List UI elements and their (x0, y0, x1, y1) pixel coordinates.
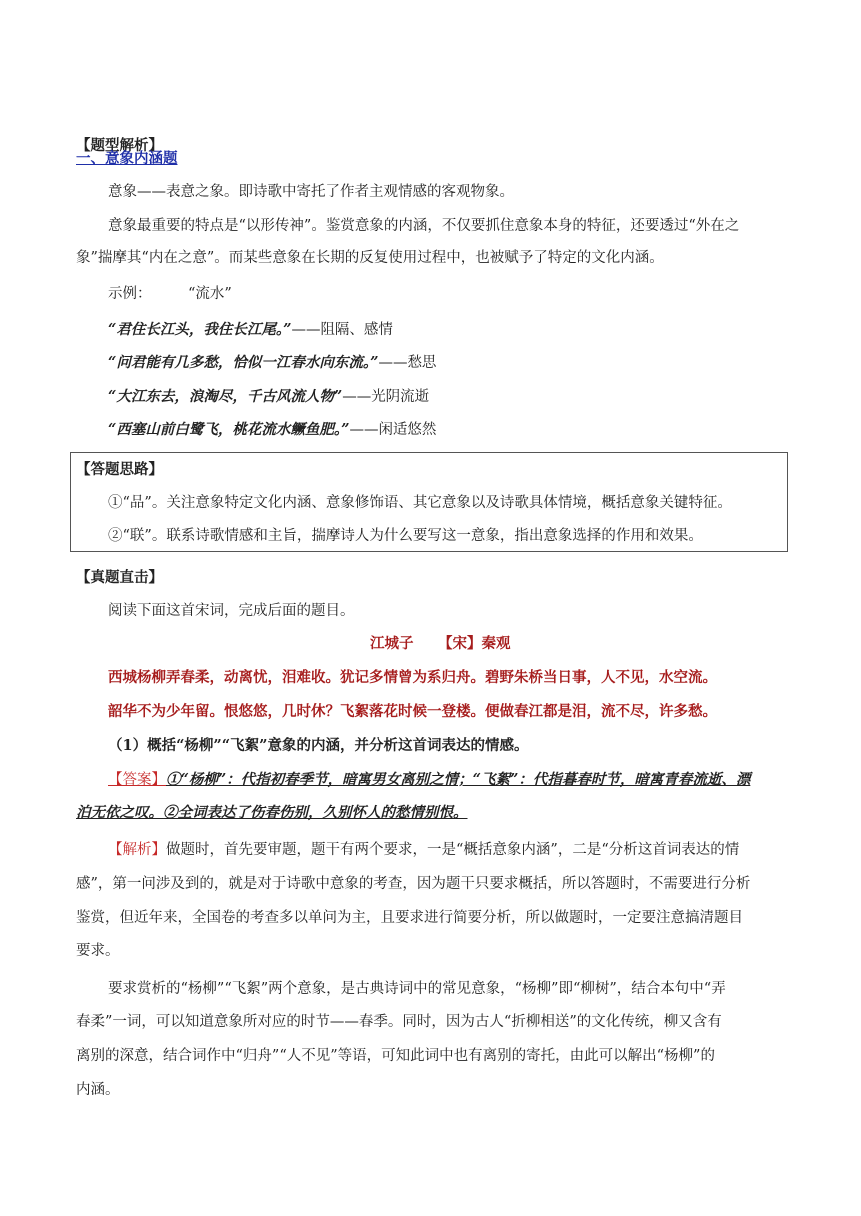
definition-text: 意象——表意之象。即诗歌中寄托了作者主观情感的客观物象。 (108, 184, 514, 200)
example-4-meaning: ——闲适悠然 (349, 422, 437, 438)
poem-title: 江城子 (370, 635, 414, 652)
paragraph-2-line-1: 要求赏析的“杨柳”“飞絮”两个意象，是古典诗词中的常见意象，“杨柳”即“柳树”，结合本句中“弄 (108, 981, 726, 997)
paragraph-2-line-2: 春柔”一词，可以知道意象所对应的时节——春季。同时，因为古人“折柳相送”的文化传统，柳又含有 (76, 1014, 722, 1030)
paragraph-1-line-1: 意象最重要的特点是“以形传神”。鉴赏意象的内涵，不仅要抓住意象本身的特征，还要透过“外在之 (108, 218, 740, 234)
subsection-title-link[interactable]: 一、意象内涵题 (76, 150, 178, 167)
example-3-meaning: ——光阴流逝 (342, 389, 430, 405)
exam-title: 【真题直击】 (76, 569, 163, 586)
instruction-text: 阅读下面这首宋词，完成后面的题目。 (108, 603, 355, 619)
analysis-line-2: 感”，第一问涉及到的，就是对于诗歌中意象的考查，因为题干只要求概括，所以答题时，不需要进行分析 (76, 876, 751, 892)
tips-title: 【答题思路】 (76, 461, 163, 478)
example-1 (108, 320, 393, 340)
example-3 (108, 387, 429, 407)
paragraph-1-line-2: 象”揣摩其“内在之意”。而某些意象在长期的反复使用过程中，也被赋予了特定的文化内涵。 (76, 250, 664, 266)
answer-tag: 【答案】 (108, 772, 166, 788)
answer-line-1 (108, 770, 750, 790)
analysis-line-4: 要求。 (76, 943, 120, 959)
question-text: （1）概括“杨柳”“飞絮”意象的内涵，并分析这首词表达的情感。 (108, 737, 529, 754)
poem-line-2: 韶华不为少年留。恨悠悠，几时休？飞絮落花时候一登楼。便做春江都是泪，流不尽，许多愁。 (108, 703, 717, 720)
example-3-quote: “大江东去，浪淘尽，千古风流人物” (108, 388, 343, 405)
analysis-tag: 【解析】 (108, 842, 166, 858)
paragraph-2-line-4: 内涵。 (76, 1082, 120, 1098)
analysis-line-3: 鉴赏，但近年来，全国卷的考查多以单问为主，且要求进行简要分析，所以做题时，一定要注意搞清题目 (76, 910, 743, 926)
example-2-quote: “问君能有几多愁，恰似一江春水向东流。” (108, 354, 379, 371)
paragraph-2-line-3: 离别的深意，结合词作中“归舟”“人不见”等语，可知此词中也有离别的寄托，由此可以解出“杨柳”的 (76, 1048, 715, 1064)
analysis-line-1 (108, 840, 739, 860)
section-title: 【题型解析】 (76, 137, 163, 154)
example-2-meaning: ——愁思 (378, 355, 437, 371)
example-1-quote: “君住长江头，我住长江尾。” (108, 321, 292, 338)
analysis-text-1: 做题时，首先要审题，题干有两个要求，一是“概括意象内涵”，二是“分析这首词表达的情 (166, 842, 740, 858)
answer-text-1: ①“杨柳”：代指初春季节，暗寓男女离别之情；“飞絮”：代指暮春时节，暗寓青春流逝、漂 (166, 771, 751, 788)
answer-line-2: 泊无依之叹。②全词表达了伤春伤别，久别怀人的愁情别恨。 (76, 804, 468, 821)
example-4 (108, 420, 436, 440)
example-label: 示例： (108, 286, 152, 302)
poem-author: 【宋】秦观 (438, 635, 511, 652)
poem-line-1: 西城杨柳弄春柔，动离忧，泪难收。犹记多情曾为系归舟。碧野朱桥当日事，人不见，水空流。 (108, 669, 717, 686)
example-4-quote: “西塞山前白鹭飞，桃花流水鳜鱼肥。” (108, 421, 350, 438)
example-1-meaning: ——阻隔、感情 (291, 322, 393, 338)
example-word: “流水” (188, 286, 232, 302)
tip-2: ②“联”。联系诗歌情感和主旨，揣摩诗人为什么要写这一意象，指出意象选择的作用和效果。 (108, 528, 703, 544)
tip-1: ①“品”。关注意象特定文化内涵、意象修饰语、其它意象以及诗歌具体情境，概括意象关键特征。 (108, 495, 732, 511)
example-2 (108, 353, 436, 373)
